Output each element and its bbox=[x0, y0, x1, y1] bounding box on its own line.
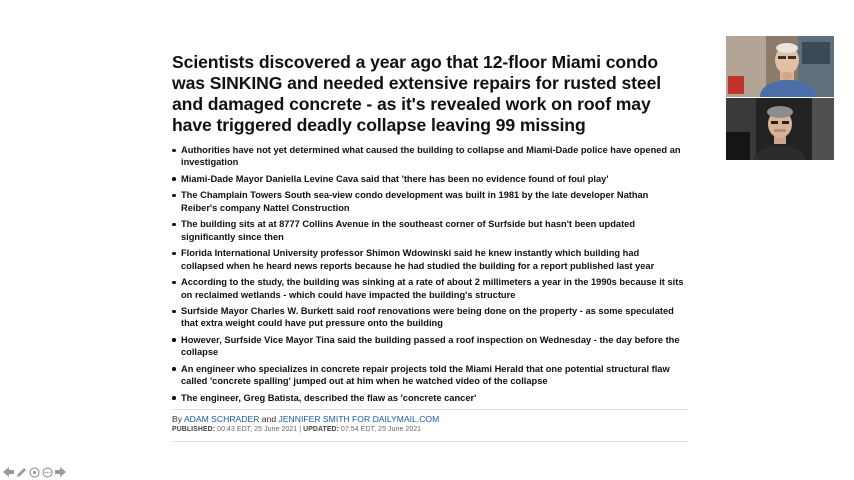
summary-bullet: The building sits at at 8777 Collins Avenue in the southeast corner of Surfside but hasn't been updated significantly since then bbox=[172, 218, 684, 243]
byline-section bbox=[172, 409, 688, 442]
summary-bullet: Surfside Mayor Charles W. Burkett said roof renovations were being done on the property - as some speculated that extra weight could have put pressure onto the building bbox=[172, 305, 684, 330]
summary-bullet: Miami-Dade Mayor Daniella Levine Cava said that 'there has been no evidence found of foul play' bbox=[172, 173, 684, 185]
arrow-left-icon[interactable] bbox=[2, 466, 14, 478]
summary-bullet: The engineer, Greg Batista, described the flaw as 'concrete cancer' bbox=[172, 392, 684, 404]
article-dates bbox=[172, 425, 688, 435]
published-date: 00:43 EDT, 25 June 2021 bbox=[217, 426, 298, 434]
author-link-1[interactable]: ADAM SCHRADER bbox=[183, 414, 260, 425]
participant-video-2-frame bbox=[726, 98, 834, 160]
participant-video-1[interactable] bbox=[726, 36, 834, 97]
arrow-right-icon[interactable] bbox=[54, 466, 66, 478]
summary-bullet: The Champlain Towers South sea-view condo development was built in 1981 by the late developer Nathan Reiber's company Nattel Construction bbox=[172, 189, 684, 214]
participant-video-1-frame bbox=[726, 36, 834, 97]
byline-and: and bbox=[261, 414, 277, 425]
author-link-2[interactable]: JENNIFER SMITH FOR DAILYMAIL.COM bbox=[278, 414, 440, 425]
pen-icon[interactable] bbox=[15, 466, 27, 478]
participant-video-2[interactable] bbox=[726, 98, 834, 160]
summary-bullet: However, Surfside Vice Mayor Tina said the building passed a roof inspection on Wednesday - the day before the collapse bbox=[172, 334, 684, 359]
summary-bullet: An engineer who specializes in concrete repair projects told the Miami Herald that one potential structural flaw called 'concrete spalling' jumped out at him when he watched video of the collapse bbox=[172, 363, 684, 388]
byline-by: By bbox=[172, 414, 183, 425]
pointer-icon[interactable] bbox=[28, 466, 40, 478]
menu-icon[interactable] bbox=[41, 466, 53, 478]
published-label: PUBLISHED: bbox=[172, 426, 216, 434]
summary-bullet-list bbox=[172, 144, 684, 404]
date-separator: | bbox=[299, 426, 302, 434]
article-headline: Scientists discovered a year ago that 12-floor Miami condo was SINKING and needed extensive repairs for rusted steel and damaged concrete - as it's revealed work on roof may have triggered deadly collapse leaving 99 missing bbox=[172, 52, 662, 135]
updated-date: 07:54 EDT, 25 June 2021 bbox=[341, 426, 422, 434]
updated-label: UPDATED: bbox=[303, 426, 340, 434]
presentation-toolbar bbox=[2, 465, 66, 479]
summary-bullet: Authorities have not yet determined what caused the building to collapse and Miami-Dade police have opened an investigation bbox=[172, 144, 684, 169]
summary-bullet: According to the study, the building was sinking at a rate of about 2 millimeters a year in the 1990s because it sits on reclaimed wetlands - which could have impacted the building's structure bbox=[172, 276, 684, 301]
byline bbox=[172, 414, 688, 425]
summary-bullet: Florida International University professor Shimon Wdowinski said he knew instantly which building had collapsed when he heard news reports because he had studied the building for a report published last year bbox=[172, 247, 684, 272]
article-card bbox=[172, 52, 692, 442]
